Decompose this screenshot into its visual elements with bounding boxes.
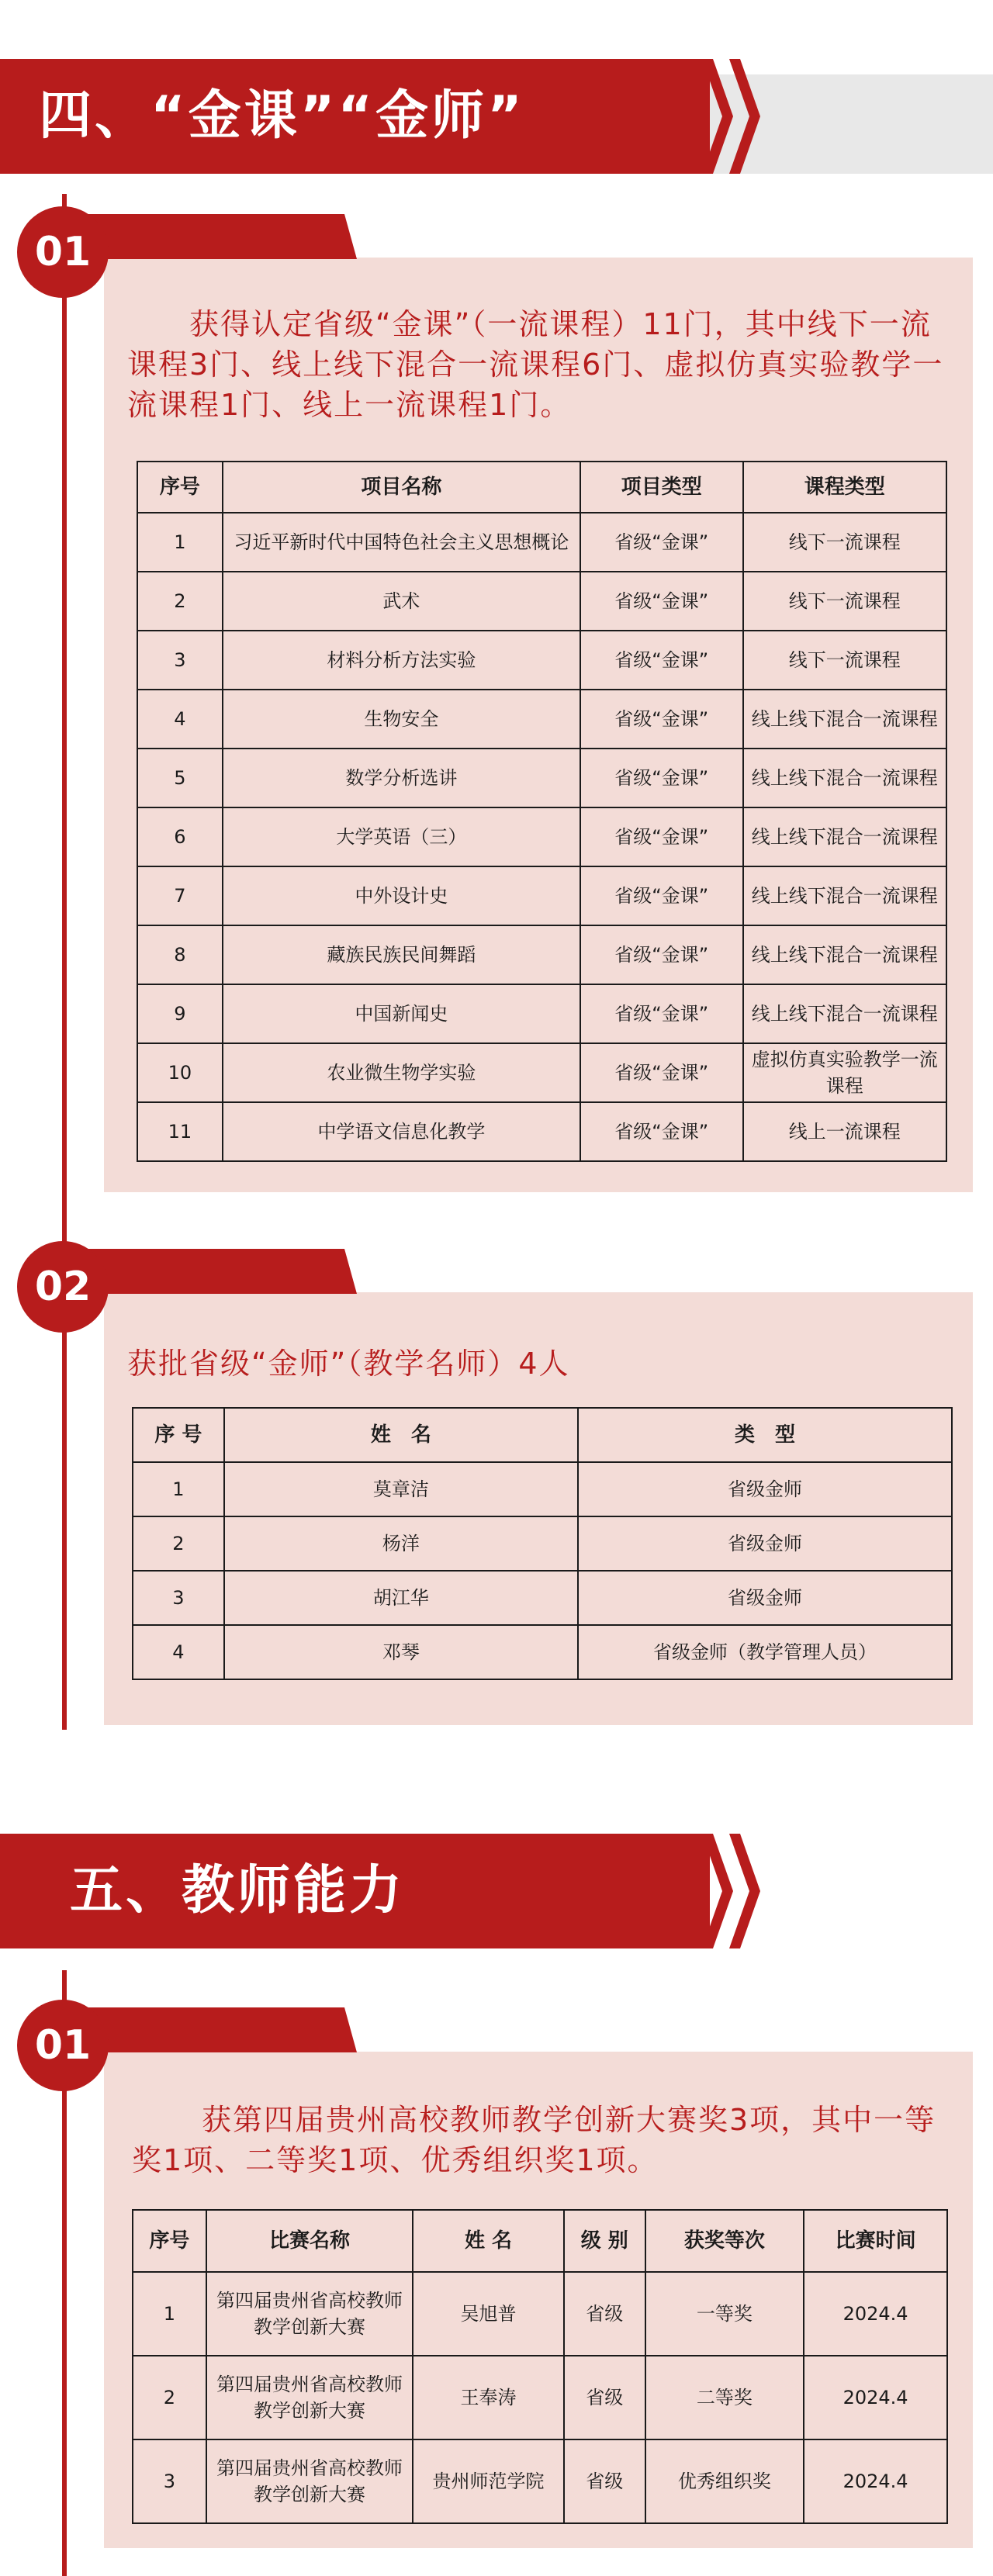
table-cell: 线下一流课程 xyxy=(743,631,946,690)
table-cell: 邓琴 xyxy=(224,1625,578,1679)
table-cell: 数学分析选讲 xyxy=(223,749,580,807)
table-cell: 第四届贵州省高校教师教学创新大赛 xyxy=(206,2272,413,2356)
header-cell: 序号 xyxy=(137,462,223,513)
table-cell: 3 xyxy=(133,2439,206,2523)
table-row xyxy=(133,1462,952,1516)
table-cell: 生物安全 xyxy=(223,690,580,749)
badge-number: 01 xyxy=(17,206,109,298)
table-cell: 胡江华 xyxy=(224,1571,578,1625)
chevron-right-icon xyxy=(702,1834,733,1948)
section5-part1-badge xyxy=(0,2000,365,2093)
table-cell: 贵州师范学院 xyxy=(413,2439,564,2523)
header-cell: 项目类型 xyxy=(580,462,743,513)
table-cell: 虚拟仿真实验教学一流课程 xyxy=(743,1043,946,1102)
table-row xyxy=(137,866,946,925)
table-cell: 大学英语（三） xyxy=(223,807,580,866)
section4-part1-badge xyxy=(0,206,365,299)
table-cell: 省级“金课” xyxy=(580,572,743,631)
table-cell: 线上线下混合一流课程 xyxy=(743,749,946,807)
section5-banner xyxy=(0,1834,993,1948)
table-cell: 线下一流课程 xyxy=(743,572,946,631)
table-cell: 7 xyxy=(137,866,223,925)
table-row xyxy=(137,984,946,1043)
table-row xyxy=(137,749,946,807)
table-cell: 线上一流课程 xyxy=(743,1102,946,1161)
golden-teacher-table xyxy=(132,1407,953,1680)
table-row xyxy=(133,2356,947,2439)
section4-part1-intro: 获得认定省级“金课”（一流课程）11门，其中线下一流课程3门、线上线下混合一流课程6门、虚拟仿真实验教学一流课程1门、线上一流课程1门。 xyxy=(127,307,944,422)
table-row xyxy=(133,2272,947,2356)
table-cell: 一等奖 xyxy=(645,2272,804,2356)
table-row xyxy=(137,513,946,572)
table-cell: 二等奖 xyxy=(645,2356,804,2439)
table-cell: 省级“金课” xyxy=(580,1102,743,1161)
badge-number: 02 xyxy=(17,1241,109,1333)
table-cell: 4 xyxy=(133,1625,224,1679)
timeline-line-top xyxy=(62,194,67,1730)
table-cell: 1 xyxy=(133,2272,206,2356)
table-cell: 省级“金课” xyxy=(580,749,743,807)
section5-part1-intro: 获第四届贵州高校教师教学创新大赛奖3项，其中一等奖1项、二等奖1项、优秀组织奖1项。 xyxy=(132,2103,936,2177)
header-cell: 姓 名 xyxy=(224,1408,578,1462)
table-cell: 材料分析方法实验 xyxy=(223,631,580,690)
table-row xyxy=(137,1043,946,1102)
table-cell: 线上线下混合一流课程 xyxy=(743,925,946,984)
table-cell: 10 xyxy=(137,1043,223,1102)
header-cell: 比赛时间 xyxy=(804,2210,947,2272)
table-row xyxy=(133,2439,947,2523)
section4-banner xyxy=(0,59,993,174)
table-header-row xyxy=(137,462,946,513)
table-cell: 11 xyxy=(137,1102,223,1161)
header-cell: 序号 xyxy=(133,2210,206,2272)
section5-title: 五、教师能力 xyxy=(70,1860,406,1921)
table-cell: 省级“金课” xyxy=(580,631,743,690)
header-cell: 姓 名 xyxy=(413,2210,564,2272)
header-cell: 序 号 xyxy=(133,1408,224,1462)
table-cell: 省级金师 xyxy=(578,1571,952,1625)
table-row xyxy=(133,1516,952,1571)
table-cell: 第四届贵州省高校教师教学创新大赛 xyxy=(206,2356,413,2439)
table-cell: 2024.4 xyxy=(804,2439,947,2523)
table-cell: 3 xyxy=(137,631,223,690)
table-row xyxy=(137,572,946,631)
table-row xyxy=(137,1102,946,1161)
chevron-right-icon xyxy=(702,59,733,174)
header-cell: 课程类型 xyxy=(743,462,946,513)
section4-title: 四、“金课”“金师” xyxy=(39,85,525,147)
table-cell: 藏族民族民间舞蹈 xyxy=(223,925,580,984)
chevron-right-icon xyxy=(729,1834,760,1948)
table-header-row xyxy=(133,1408,952,1462)
table-cell: 王奉涛 xyxy=(413,2356,564,2439)
table-cell: 2024.4 xyxy=(804,2356,947,2439)
table-row xyxy=(137,925,946,984)
table-cell: 6 xyxy=(137,807,223,866)
table-cell: 2 xyxy=(137,572,223,631)
section4-part2-intro: 获批省级“金师”（教学名师）4人 xyxy=(127,1347,570,1381)
golden-course-table xyxy=(137,461,947,1162)
header-cell: 级 别 xyxy=(564,2210,645,2272)
table-cell: 中外设计史 xyxy=(223,866,580,925)
table-row xyxy=(137,631,946,690)
table-cell: 优秀组织奖 xyxy=(645,2439,804,2523)
table-cell: 1 xyxy=(133,1462,224,1516)
table-cell: 2 xyxy=(133,1516,224,1571)
header-cell: 类 型 xyxy=(578,1408,952,1462)
table-cell: 3 xyxy=(133,1571,224,1625)
table-header-row xyxy=(133,2210,947,2272)
table-cell: 省级“金课” xyxy=(580,925,743,984)
table-cell: 线上线下混合一流课程 xyxy=(743,866,946,925)
table-cell: 第四届贵州省高校教师教学创新大赛 xyxy=(206,2439,413,2523)
table-cell: 省级 xyxy=(564,2439,645,2523)
chevron-right-icon xyxy=(729,59,760,174)
table-cell: 省级“金课” xyxy=(580,513,743,572)
table-cell: 吴旭普 xyxy=(413,2272,564,2356)
table-cell: 线上线下混合一流课程 xyxy=(743,807,946,866)
badge-number: 01 xyxy=(17,2000,109,2091)
table-cell: 1 xyxy=(137,513,223,572)
table-cell: 武术 xyxy=(223,572,580,631)
table-row xyxy=(137,690,946,749)
table-row xyxy=(137,807,946,866)
table-cell: 线下一流课程 xyxy=(743,513,946,572)
table-cell: 线上线下混合一流课程 xyxy=(743,690,946,749)
table-cell: 省级“金课” xyxy=(580,866,743,925)
table-cell: 省级金师（教学管理人员） xyxy=(578,1625,952,1679)
table-cell: 省级金师 xyxy=(578,1462,952,1516)
table-cell: 省级“金课” xyxy=(580,1043,743,1102)
table-cell: 8 xyxy=(137,925,223,984)
table-cell: 省级“金课” xyxy=(580,807,743,866)
table-cell: 中国新闻史 xyxy=(223,984,580,1043)
table-cell: 2 xyxy=(133,2356,206,2439)
table-cell: 省级 xyxy=(564,2272,645,2356)
table-cell: 中学语文信息化教学 xyxy=(223,1102,580,1161)
header-cell: 获奖等次 xyxy=(645,2210,804,2272)
table-cell: 5 xyxy=(137,749,223,807)
table-row xyxy=(133,1625,952,1679)
table-cell: 省级“金课” xyxy=(580,690,743,749)
table-cell: 2024.4 xyxy=(804,2272,947,2356)
section4-part2-badge xyxy=(0,1241,365,1334)
competition-table xyxy=(132,2209,948,2524)
table-row xyxy=(133,1571,952,1625)
table-cell: 省级 xyxy=(564,2356,645,2439)
table-cell: 莫章洁 xyxy=(224,1462,578,1516)
table-cell: 线上线下混合一流课程 xyxy=(743,984,946,1043)
table-cell: 4 xyxy=(137,690,223,749)
table-cell: 习近平新时代中国特色社会主义思想概论 xyxy=(223,513,580,572)
table-cell: 省级金师 xyxy=(578,1516,952,1571)
header-cell: 比赛名称 xyxy=(206,2210,413,2272)
table-cell: 农业微生物学实验 xyxy=(223,1043,580,1102)
header-cell: 项目名称 xyxy=(223,462,580,513)
table-cell: 9 xyxy=(137,984,223,1043)
table-cell: 省级“金课” xyxy=(580,984,743,1043)
table-cell: 杨洋 xyxy=(224,1516,578,1571)
